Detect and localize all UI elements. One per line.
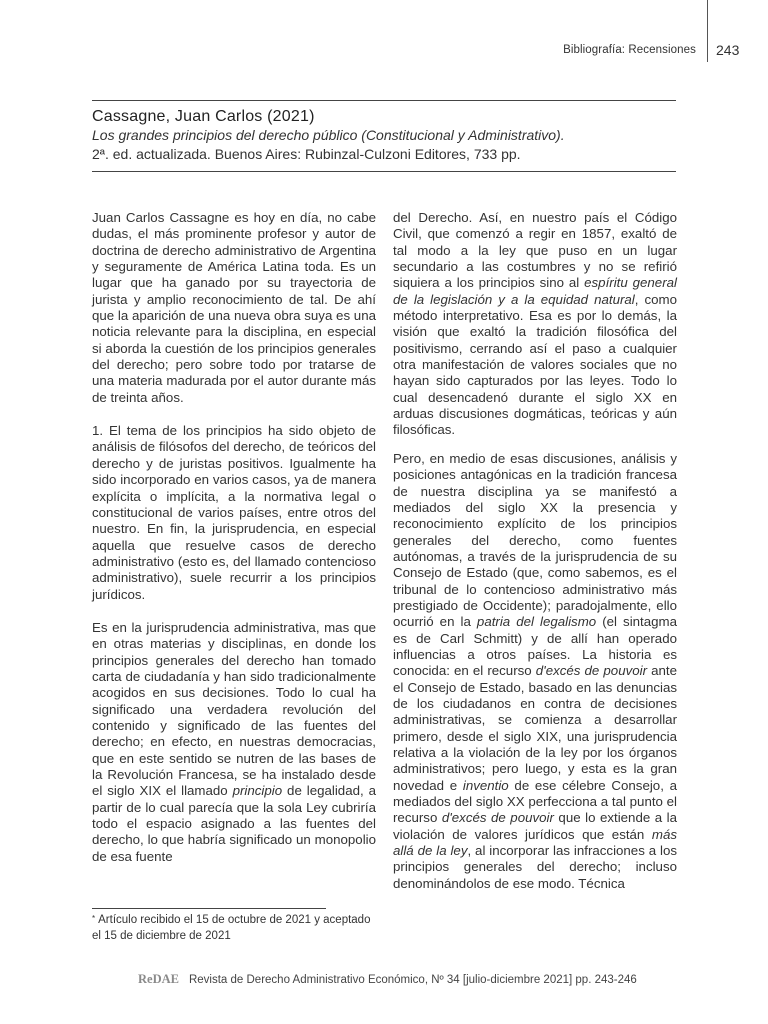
footnote [92,912,382,944]
text-run: de ese célebre Consejo, a mediados del siglo XX perfecciona a tal punto el recurso [393,777,678,826]
italic-run: d'excés de pouvoir [535,663,648,679]
book-reference [92,100,676,172]
footnote-rule [92,908,326,909]
journal-citation: Revista de Derecho Administrativo Económico, Nº 34 [julio-diciembre 2021] pp. 243-246 [188,974,637,986]
text-run: que lo extiende a la violación de valores jurídicos que están [393,810,677,842]
footnote-mark: * [92,914,96,923]
italic-run: principio [232,783,283,799]
text-run: , como método interpretativo. Esa es por lo demás, la visión que exaltó la tradición filosófica del positivismo, cerrando así el paso a cualquier otra manifestación de valores sociales que no hayan sido capturados por las leyes. Todo lo cual desencadenó durante el siglo XX en arduas discusiones dogmáticas, teóricas y aún filosóficas. [393,291,677,438]
italic-run: más allá de la ley [393,826,677,859]
running-head: Bibliografía: Recensiones [563,44,696,56]
civil-code-paragraph [393,210,677,439]
book-author: Cassagne, Juan Carlos (2021) [92,108,315,125]
section-1-paragraph: 1. El tema de los principios ha sido objeto de análisis de filósofos del derecho, de teóricos del derecho y de juristas positivos. Igualmente ha sido incorporado en varios casos, ya de manera explícita o implícita, a la normativa legal o constitucional de varios países, entre otros del nuestro. En fin, la jurisprudencia, en especial aquella que resuelve casos de derecho administrativo (esto es, del llamado contencioso administrativo), suele recurrir a los principios jurídicos. [92,423,376,602]
book-title: Los grandes principios del derecho público (Constitucional y Administrativo). [92,127,565,143]
jurisprudence-paragraph [92,620,376,865]
intro-paragraph: Juan Carlos Cassagne es hoy en día, no cabe dudas, el más prominente profesor y autor de doctrina de derecho administrativo de Argentina y seguramente de América Latina toda. Es un lugar que ha ganado por su trayectoria de jurista y amplio reconocimiento de tal. De ahí que la aparición de una nueva obra suya es una noticia relevante para la disciplina, en especial si aborda la cuestión de los principios generales del derecho; pero sobre todo por tratarse de una materia madurada por el autor durante más de treinta años. [92,210,376,405]
book-edition: 2ª. ed. actualizada. Buenos Aires: Rubinzal-Culzoni Editores, 733 pp. [92,146,521,162]
journal-logo: ReDAE [138,972,179,986]
text-run: Pero, en medio de esas discusiones, análisis y posiciones antagónicas en la tradición francesa de nuestra disciplina ya se manifestó a mediados del siglo XX la presencia y reconocimiento explícito de los principios generales del derecho, como fuentes autónomas, a través de la jurisprudencia de su Consejo de Estado (que, como sabemos, es el tribunal de lo contencioso administrativo más prestigiado de Occidente); paradojalmente, ello ocurrió en la [393,450,677,630]
footnote-text: Artículo recibido el 15 de octubre de 2021 y aceptado el 15 de diciembre de 2021 [92,914,371,942]
text-run: de legalidad, a partir de lo cual parecía que la sola Ley cubriría todo el espacio asignado a las fuentes del derecho, lo que habría significado un monopolio de esa fuente [92,783,376,864]
italic-run: espíritu general de la legislación y a la equidad natural [393,275,677,307]
italic-run: d'excés de pouvoir [441,810,554,826]
italic-run: patria del legalismo [476,614,597,630]
right-column [393,210,677,892]
page-footer [138,972,637,987]
conseil-etat-paragraph [393,451,677,892]
text-run: Es en la jurisprudencia administrativa, mas que en otras materias y disciplinas, en donde los principios generales del derecho han tomado carta de ciudadanía y han sido tradicionalmente acogidos en sus decisiones. Todo lo cual ha significado una verdadera revolución del contenido y significado de las fuentes del derecho; en efecto, en nuestras democracias, que en este sentido se nutren de las bases de la Revolución Francesa, se ha instalado desde el siglo XIX el llamado [92,619,376,799]
text-run: ante el Consejo de Estado, basado en las denuncias de los ciudadanos en contra de decisiones administrativas, se comienza a desarrollar primero, desde el siglo XIX, una jurisprudencia relativa a la violación de la ley por los órganos administrativos; pero luego, y esta es la gran novedad e [393,663,677,793]
page-number: 243 [716,42,740,58]
text-run: del Derecho. Así, en nuestro país el Código Civil, que comenzó a regir en 1857, exaltó de tal modo a la ley que puso en un lugar secundario a las costumbres y no se refirió siquiera a los principios sino al [393,210,677,291]
left-column [92,210,376,865]
text-run: , al incorporar las infracciones a los principios generales del derecho; incluso denominándolos de ese modo. Técnica [393,843,678,891]
text-run: (el sintagma es de Carl Schmitt) y de allí han operado influencias a otros países. La historia es conocida: en el recurso [393,614,678,679]
italic-run: inventio [462,777,509,793]
top-vertical-rule [707,0,708,62]
